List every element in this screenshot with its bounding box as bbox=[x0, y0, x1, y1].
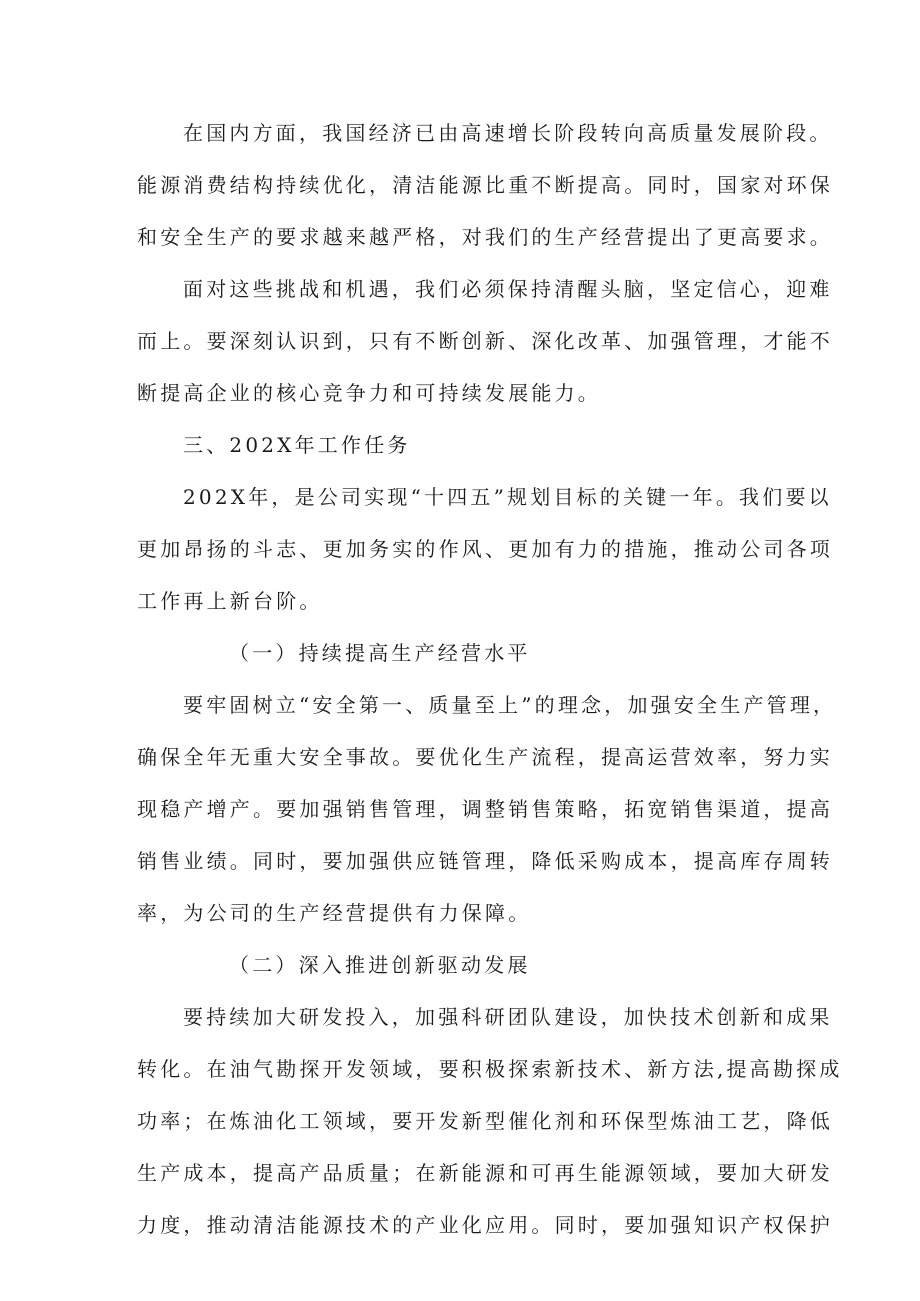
text-line: 断提高企业的核心竞争力和可持续发展能力。 bbox=[137, 381, 601, 405]
subheading-text: （一）持续提高生产经营水平 bbox=[229, 641, 531, 665]
paragraph-tasks-intro bbox=[137, 471, 833, 627]
text-line: 功率；在炼油化工领域，要开发新型催化剂和环保型炼油工艺，降低 bbox=[137, 1109, 833, 1133]
heading-text: 三、202X年工作任务 bbox=[183, 433, 411, 457]
text-line: 现稳产增产。要加强销售管理，调整销售策略，拓宽销售渠道，提高 bbox=[137, 797, 833, 821]
text-line: 更加昂扬的斗志、更加务实的作风、更加有力的措施，推动公司各项 bbox=[137, 537, 833, 561]
paragraph-innovation bbox=[137, 991, 843, 1251]
text-line: 工作再上新台阶。 bbox=[137, 589, 323, 613]
text-line: 销售业绩。同时，要加强供应链管理，降低采购成本，提高库存周转 bbox=[137, 849, 833, 873]
text-line: 能源消费结构持续优化，清洁能源比重不断提高。同时，国家对环保 bbox=[137, 173, 833, 197]
text-line: 生产成本，提高产品质量；在新能源和可再生能源领域，要加大研发 bbox=[137, 1161, 833, 1185]
subheading-production bbox=[137, 627, 787, 679]
text-line: 要牢固树立“安全第一、质量至上”的理念，加强安全生产管理， bbox=[183, 693, 837, 717]
text-line: 转化。在油气勘探开发领域，要积极探索新技术、新方法,提高勘探成 bbox=[137, 1057, 843, 1081]
text-line: 面对这些挑战和机遇，我们必须保持清醒头脑，坚定信心，迎难 bbox=[183, 277, 833, 301]
paragraph-challenges bbox=[137, 263, 833, 419]
subheading-text: （二）深入推进创新驱动发展 bbox=[229, 953, 531, 977]
section-heading-tasks bbox=[137, 419, 787, 471]
text-line: 在国内方面，我国经济已由高速增长阶段转向高质量发展阶段。 bbox=[183, 121, 833, 145]
text-line: 力度，推动清洁能源技术的产业化应用。同时，要加强知识产权保护 bbox=[137, 1213, 833, 1237]
text-line: 202X年，是公司实现“十四五”规划目标的关键一年。我们要以 bbox=[183, 485, 832, 509]
text-line: 要持续加大研发投入，加强科研团队建设，加快技术创新和成果 bbox=[183, 1005, 833, 1029]
text-line: 和安全生产的要求越来越严格，对我们的生产经营提出了更高要求。 bbox=[137, 225, 833, 249]
text-line: 确保全年无重大安全事故。要优化生产流程，提高运营效率，努力实 bbox=[137, 745, 833, 769]
subheading-innovation bbox=[137, 939, 787, 991]
text-line: 率，为公司的生产经营提供有力保障。 bbox=[137, 901, 532, 925]
text-line: 而上。要深刻认识到，只有不断创新、深化改革、加强管理，才能不 bbox=[137, 329, 833, 353]
paragraph-production bbox=[137, 679, 837, 939]
document-body bbox=[137, 107, 843, 1251]
paragraph-domestic-situation bbox=[137, 107, 833, 263]
